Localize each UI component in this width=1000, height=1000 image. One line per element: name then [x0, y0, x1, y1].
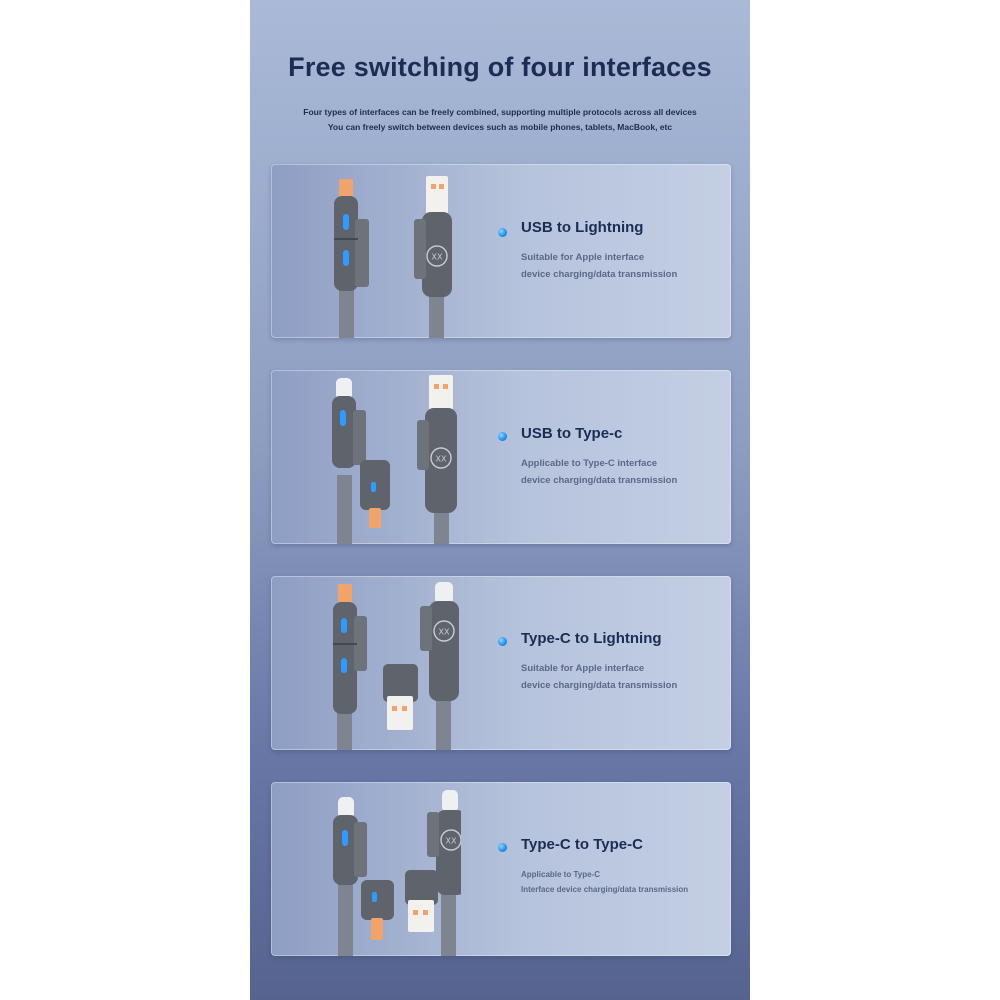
product-panel — [250, 0, 750, 1000]
card-title: Type-C to Lightning — [521, 630, 662, 647]
interface-card-usb-to-lightning — [271, 164, 731, 338]
logo-icon: XX — [445, 836, 457, 846]
card-desc-line-2: Interface device charging/data transmission — [521, 885, 689, 894]
logo-icon: XX — [435, 454, 447, 464]
cable-illustration — [311, 576, 461, 750]
card-desc-line-1: Applicable to Type-C — [521, 870, 600, 879]
logo-icon: XX — [431, 252, 443, 262]
card-title: Type-C to Type-C — [521, 836, 643, 853]
bullet-icon — [498, 432, 507, 441]
interface-card-type-c-to-type-c — [271, 782, 731, 956]
card-desc-line-2: device charging/data transmission — [521, 475, 678, 486]
card-title: USB to Type-c — [521, 425, 623, 442]
card-desc-line-2: device charging/data transmission — [521, 680, 678, 691]
cable-illustration — [311, 782, 461, 956]
card-desc-line-2: device charging/data transmission — [521, 269, 678, 280]
subtitle-line-2: You can freely switch between devices such as mobile phones, tablets, MacBook, etc — [327, 122, 673, 132]
bullet-icon — [498, 637, 507, 646]
card-title: USB to Lightning — [521, 219, 644, 236]
page-title: Free switching of four interfaces — [288, 52, 712, 82]
card-desc-line-1: Suitable for Apple interface — [521, 252, 645, 263]
bullet-icon — [498, 843, 507, 852]
subtitle-line-1: Four types of interfaces can be freely combined, supporting multiple protocols across all devices — [303, 107, 697, 117]
bullet-icon — [498, 228, 507, 237]
interface-card-usb-to-type-c — [271, 370, 731, 544]
cable-illustration — [311, 370, 461, 544]
logo-icon: XX — [438, 627, 450, 637]
cable-illustration — [311, 164, 461, 338]
interface-card-type-c-to-lightning — [271, 576, 731, 750]
card-desc-line-1: Suitable for Apple interface — [521, 663, 645, 674]
card-desc-line-1: Applicable to Type-C interface — [521, 458, 658, 469]
